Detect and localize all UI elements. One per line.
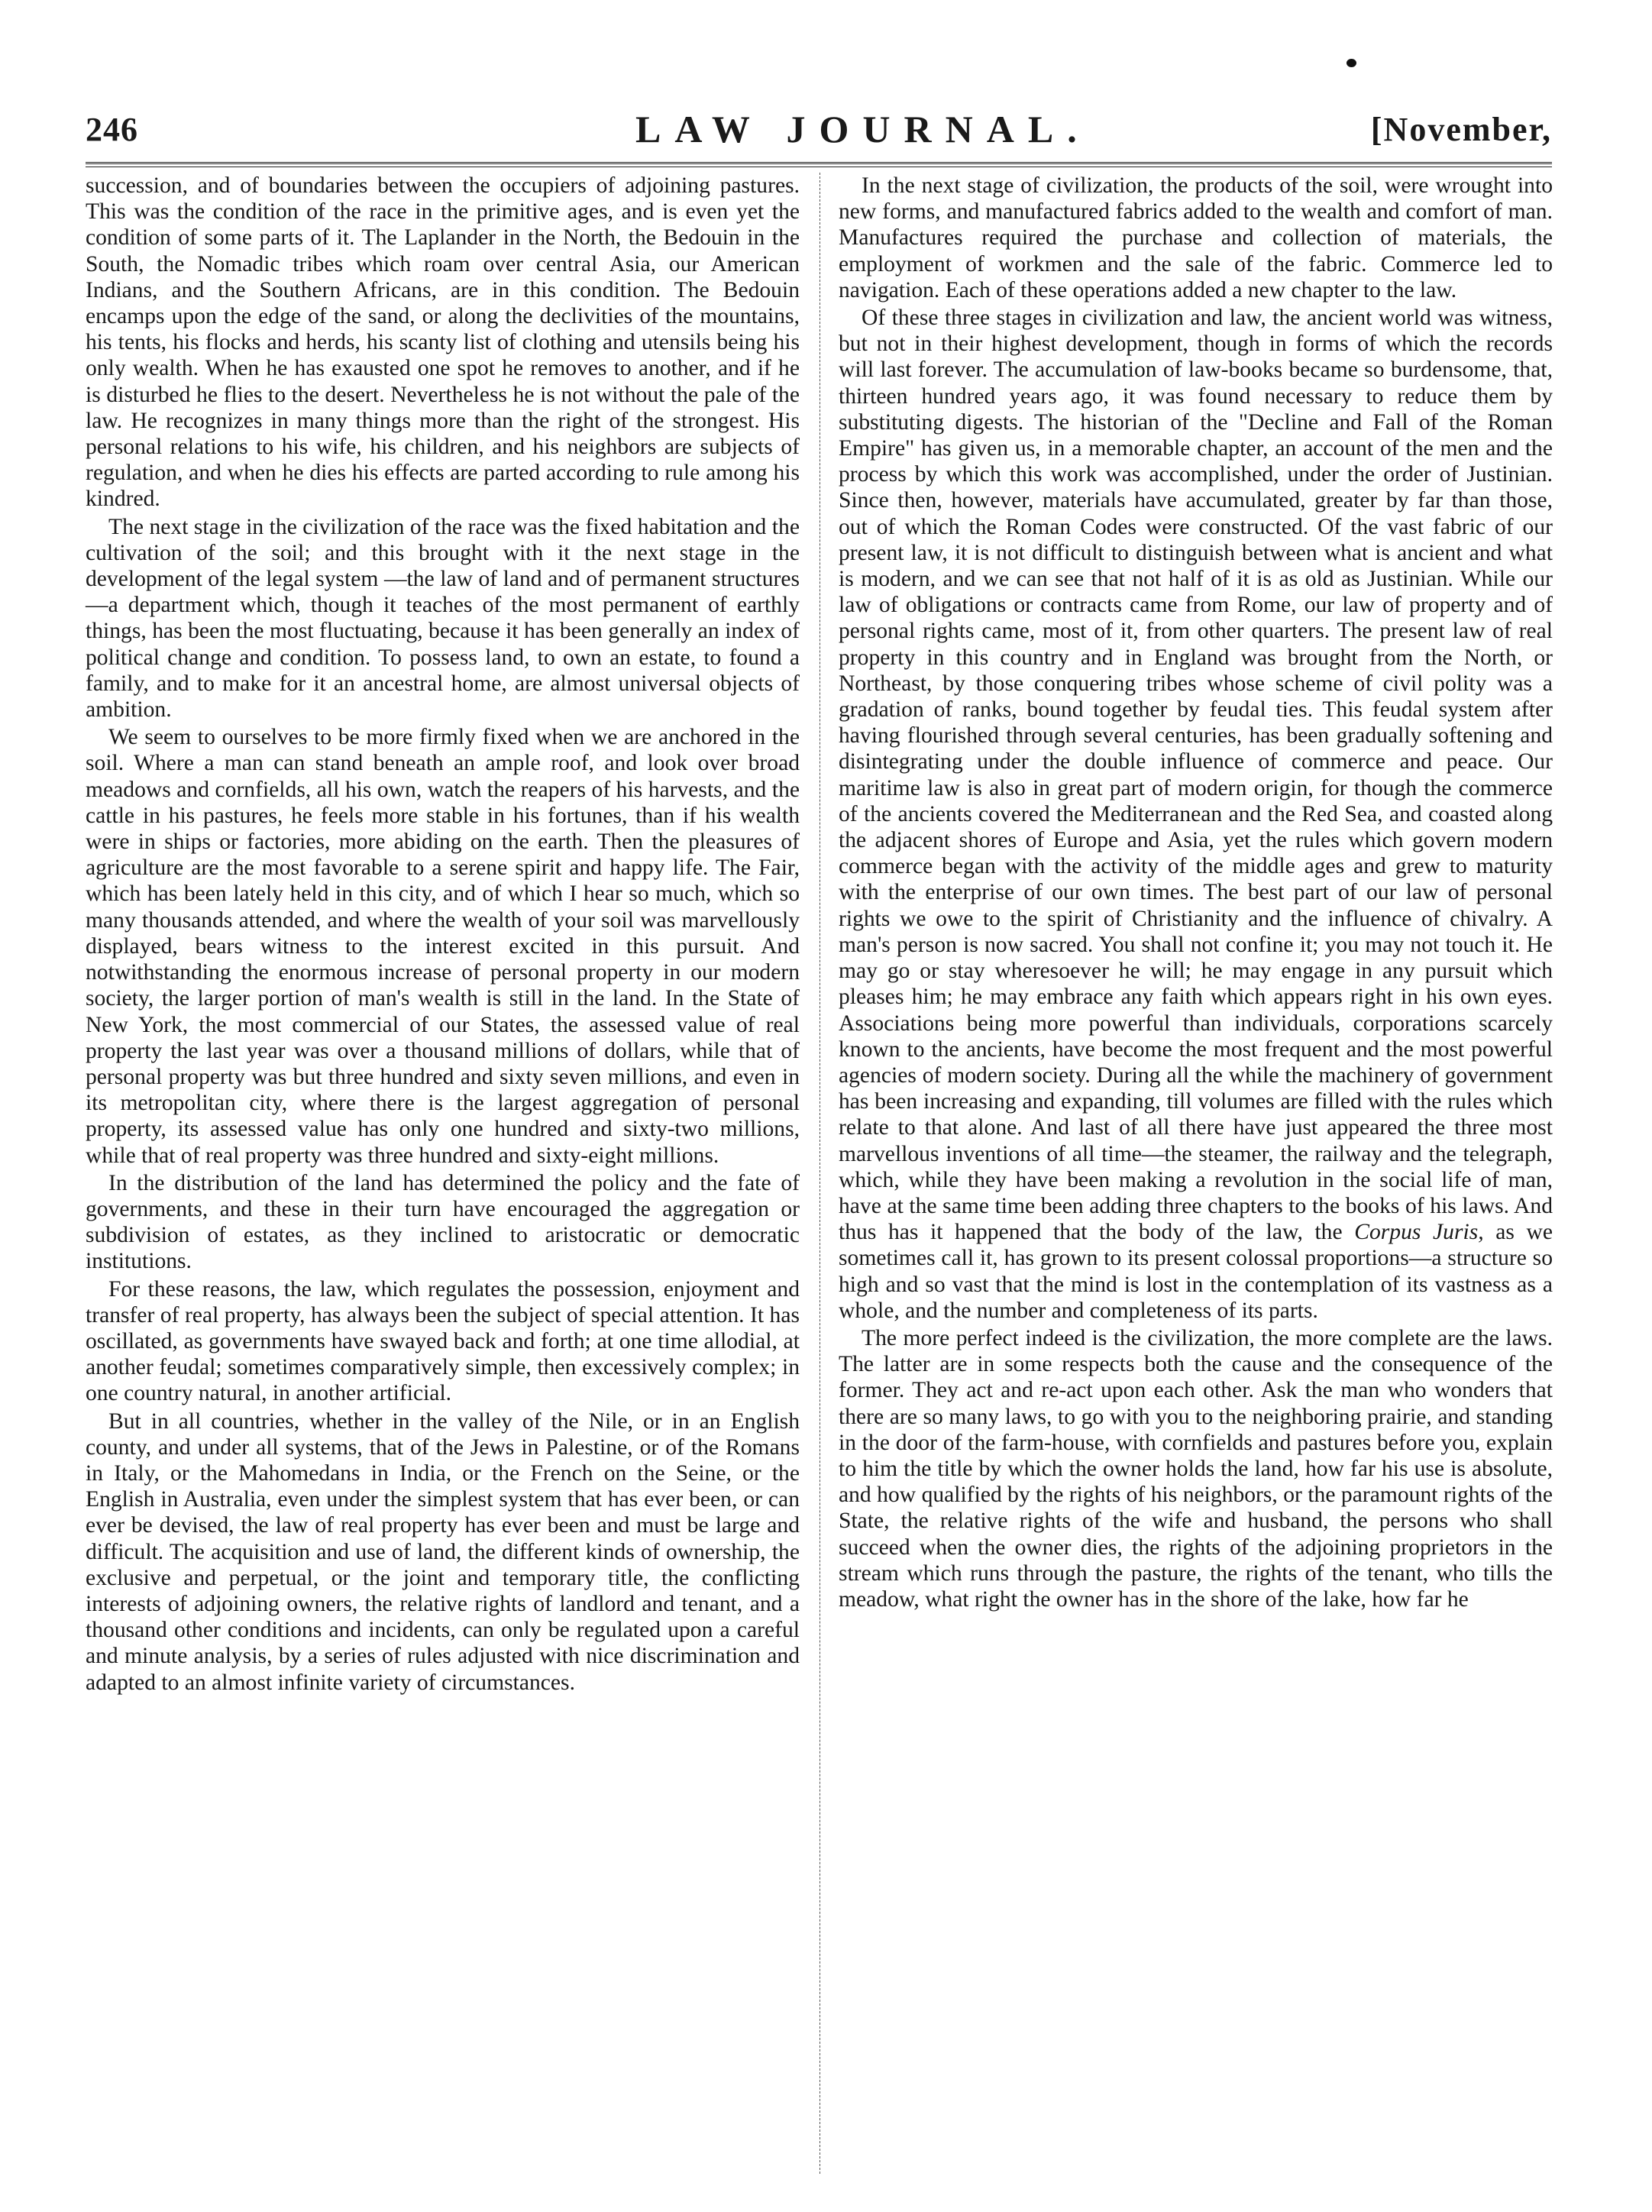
paragraph: We seem to ourselves to be more firmly fixed when we are anchored in the soil. Where a man can stand beneath an ample roof, and look over broad meadows and cornfields, all his own, watch the reapers of his harvests, and the cattle in his pastures, he feels more stable in his fortunes, than if his wealth were in ships or factories, more abiding on the earth. Then the pleasures of agriculture are the most favorable to a serene spirit and happy life. The Fair, which has been lately held in this city, and of which I hear so much, which so many thousands attended, and where the wealth of your soil was marvellously displayed, bears witness to the interest excited in this pursuit. And notwithstanding the enormous increase of personal property in our modern society, the larger portion of man's wealth is still in the land. In the State of New York, the most commercial of our States, the assessed value of real property the last year was over a thousand millions of dollars, while that of personal property was but three hundred and sixty seven millions, and even in its metropolitan city, where there is the largest aggregation of personal property, its assessed value has only one hundred and sixty-two millions, while that of real property was three hundred and sixty-eight millions. — [86, 725, 800, 1168]
paragraph: For these reasons, the law, which regulates the possession, enjoyment and transfer of real property, has always been the subject of special attention. It has oscillated, as governments have swayed back and forth; at one time allodial, at another feudal; sometimes comparatively simple, then excessively complex; in one country natural, in another artificial. — [86, 1276, 800, 1406]
left-column — [86, 173, 800, 1696]
paragraph-text: as we sometimes call it, has grown to its present colossal proportions—a structure so high and so vast that the mind is lost in the contemplation of its vastness as a whole, and the number and completeness of its parts. — [839, 1220, 1553, 1323]
paragraph — [839, 305, 1553, 1324]
paragraph: In the next stage of civilization, the products of the soil, were wrought into new forms, and manufactured fabrics added to the wealth and comfort of man. Manufactures required the purchase and collection of materials, the employment of workmen and the sale of the fabric. Commerce led to navigation. Each of these operations added a new chapter to the law. — [839, 173, 1553, 302]
paragraph: But in all countries, whether in the valley of the Nile, or in an English county, and under all systems, that of the Jews in Palestine, or of the Romans in Italy, or the Mahomedans in India, or the French on the Seine, or the English in Australia, even under the simplest system that has ever been, or can ever be devised, the law of real property has ever been and must be large and difficult. The acquisition and use of land, the different kinds of ownership, the exclusive and perpetual, or the joint and temporary title, the conflicting interests of adjoining owners, the relative rights of landlord and tenant, and a thousand other conditions and incidents, can only be regulated upon a careful and minute analysis, by a series of rules adjusted with nice discrimination and adapted to an almost infinite variety of circumstances. — [86, 1408, 800, 1695]
paragraph: In the distribution of the land has determined the policy and the fate of governments, and these in their turn have encouraged the aggregation or subdivision of estates, as they inclined to aristocratic or democratic institutions. — [86, 1170, 800, 1274]
paragraph: succession, and of boundaries between the occupiers of adjoining pastures. This was the condition of the race in the primitive ages, and is even yet the condition of some parts of it. The Laplander in the North, the Bedouin in the South, the Nomadic tribes which roam over central Asia, our American Indians, and the Southern Africans, are in this condition. The Bedouin encamps upon the edge of the sand, or along the declivities of the mountains, his tents, his flocks and herds, his scanty list of clothing and utensils being his only wealth. When he has exausted one spot he removes to another, and if he is disturbed he flies to the desert. Nevertheless he is not without the pale of the law. He recognizes in many things more than the right of the strongest. His personal relations to his wife, his children, and his neighbors are subjects of regulation, and when he dies his effects are parted according to rule among his kindred. — [86, 173, 800, 512]
paragraph: The more perfect indeed is the civilization, the more complete are the laws. The latter are in some respects both the cause and the consequence of the former. They act and re-act upon each other. Ask the man who wonders that there are so many laws, to go with you to the neighboring prairie, and standing in the door of the farm-house, with cornfields and pastures before you, explain to him the title by which the owner holds the land, how far his use is absolute, and how qualified by the rights of his neighbors, or the paramount rights of the State, the relative rights of the wife and husband, the persons who shall succeed when the owner dies, the rights of the adjoining proprietors in the stream which runs through the pasture, the rights of the tenant, who tills the meadow, what right the owner has in the shore of the lake, how far he — [839, 1325, 1553, 1612]
header-rule — [86, 162, 1552, 167]
issue-month: [November, — [1370, 111, 1552, 148]
paragraph: The next stage in the civilization of the race was the fixed habitation and the cultivation of the soil; and this brought with it the next stage in the development of the legal system —the law of land and of permanent structures—a department which, though it teaches of the most permanent of earthly things, has been the most fluctuating, because it has been generally an index of political change and condition. To possess land, to own an estate, to found a family, and to make for it an ancestral home, are almost universal objects of ambition. — [86, 514, 800, 723]
page-number: 246 — [86, 111, 138, 148]
page-header — [86, 107, 1552, 160]
journal-title: LAW JOURNAL. — [635, 108, 1091, 150]
corpus-juris-phrase: Corpus Juris, — [1354, 1220, 1484, 1245]
paragraph-text: Of these three stages in civilization and law, the ancient world was witness, but not in their highest development, though in forms of which the records will last forever. The accumulation of law-books became so burdensome, that, thirteen hundred years ago, it was found necessary to reduce them by substituting digests. The historian of the "Decline and Fall of the Roman Empire" has given us, in a memorable chapter, an account of the men and the process by which this work was accomplished, under the order of Justinian. Since then, however, materials have accumulated, greater by far than those, out of which the Roman Codes were constructed. Of the vast fabric of our present law, it is not difficult to distinguish between what is ancient and what is modern, and we can see that not half of it is as old as Justinian. While our law of obligations or contracts came from Rome, our law of property and of personal rights came, most of it, from other quarters. The present law of real property in this country and in England was brought from the North, or Northeast, by those conquering tribes whose scheme of civil polity was a gradation of ranks, bound together by feudal ties. This feudal system after having flourished through several centuries, has been gradually softening and disintegrating under the double influence of commerce and peace. Our maritime law is also in great part of modern origin, for though the commerce of the ancients covered the Mediterranean and the Red Sea, and coasted along the adjacent shores of Europe and Asia, yet the rules which govern modern commerce began with the activity of the middle ages and grew to maturity with the enterprise of our own times. The best part of our law of personal rights we owe to the spirit of Christianity and the influence of chivalry. A man's person is now sacred. You shall not confine it; you may not touch it. He may go or stay wheresoever he will; he may engage in any pursuit which pleases him; he may embrace any faith which appears right in his own eyes. Associations being more powerful than individuals, corporations scarcely known to the ancients, have become the most frequent and the most powerful agencies of modern society. During all the while the machinery of government has been increasing and expanding, till volumes are filled with the rules which relate to that alone. And last of all there have just appeared the three most marvellous inventions of all time—the steamer, the railway and the telegraph, which, while they have been making a revolution in the social life of man, have at the same time been adding three chapters to the books of his laws. And thus has it happened that the body of the law, the — [839, 306, 1553, 1245]
right-column — [839, 173, 1553, 1612]
ink-speck — [1346, 59, 1356, 67]
